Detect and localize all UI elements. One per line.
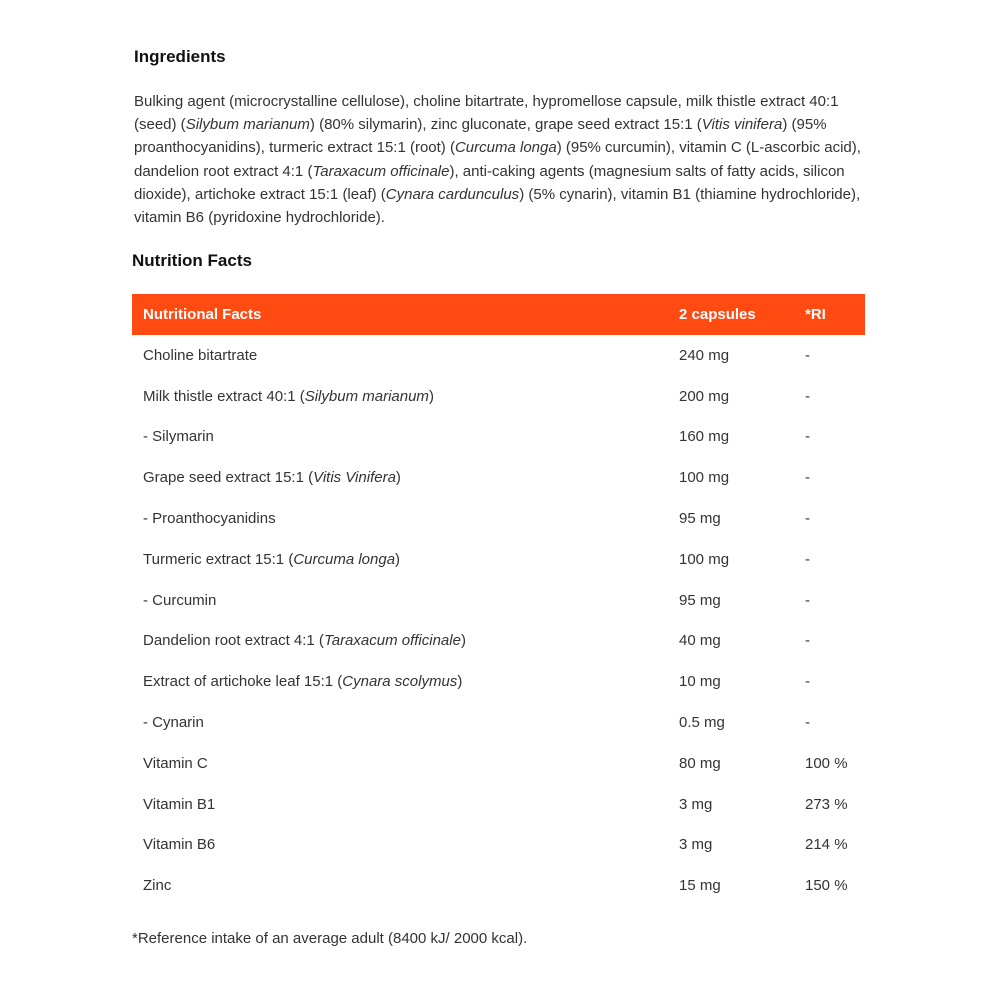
nutrient-name-cell: [132, 825, 668, 866]
table-header-row: [132, 294, 865, 335]
text-segment: Extract of artichoke leaf 15:1 (: [143, 673, 343, 691]
ri-cell: -: [805, 714, 810, 732]
text-segment: ): [395, 550, 401, 568]
nutrient-name-cell: [132, 580, 668, 621]
ri-cell: -: [805, 346, 810, 364]
latin-name-text: Curcuma longa: [454, 139, 557, 157]
text-segment: ): [460, 632, 466, 650]
ri-cell: -: [805, 428, 810, 446]
amount-cell: 3 mg: [679, 795, 713, 813]
ri-cell: -: [805, 632, 810, 650]
text-segment: Zinc: [143, 877, 172, 895]
table-row: [132, 621, 865, 662]
amount-cell: 80 mg: [679, 754, 721, 772]
column-header-nutritional-facts: Nutritional Facts: [132, 294, 668, 335]
text-segment: Turmeric extract 15:1 (: [143, 550, 294, 568]
table-row: [132, 417, 865, 458]
ri-cell: -: [805, 387, 810, 405]
nutrition-table-body: [132, 335, 865, 906]
text-segment: Dandelion root extract 4:1 (: [143, 632, 324, 650]
latin-name-text: Silybum marianum: [185, 116, 310, 134]
text-segment: Choline bitartrate: [143, 346, 258, 364]
text-segment: - Cynarin: [143, 714, 204, 732]
nutrient-name-cell: [132, 498, 668, 539]
table-row: [132, 376, 865, 417]
nutrient-name-cell: [132, 621, 668, 662]
nutrient-name-cell: [132, 539, 668, 580]
text-segment: - Proanthocyanidins: [143, 510, 276, 528]
table-row: [132, 743, 865, 784]
ri-cell: -: [805, 673, 810, 691]
amount-cell: 10 mg: [679, 673, 721, 691]
text-segment: Milk thistle extract 40:1 (: [143, 387, 305, 405]
text-segment: Vitamin B1: [143, 795, 216, 813]
ri-cell: 214 %: [805, 836, 848, 854]
ri-cell: 273 %: [805, 795, 848, 813]
latin-name-text: Silybum marianum: [304, 387, 429, 405]
amount-cell: 95 mg: [679, 510, 721, 528]
text-segment: ), anti-caking agents (magnesium salts of fatty acids, silicon dioxide), artichoke extract 15:1 (leaf) (: [134, 162, 845, 203]
text-segment: Grape seed extract 15:1 (: [143, 469, 314, 487]
latin-name-text: Curcuma longa: [293, 550, 396, 568]
latin-name-text: Cynara scolymus: [342, 673, 458, 691]
ingredients-heading: Ingredients: [134, 47, 226, 66]
reference-intake-footnote: *Reference intake of an average adult (8400 kJ/ 2000 kcal).: [132, 930, 528, 947]
amount-cell: 160 mg: [679, 428, 730, 446]
amount-cell: 100 mg: [679, 550, 730, 568]
text-segment: Bulking agent (microcrystalline cellulose), choline bitartrate, hypromellose capsule, milk thistle extract 40:1 (seed) (: [134, 93, 839, 134]
text-segment: ) (95% proanthocyanidins), turmeric extract 15:1 (root) (: [134, 116, 827, 157]
amount-cell: 240 mg: [679, 346, 730, 364]
amount-cell: 95 mg: [679, 591, 721, 609]
nutrient-name-cell: [132, 743, 668, 784]
text-segment: ): [428, 387, 434, 405]
latin-name-text: Vitis Vinifera: [313, 469, 396, 487]
nutrient-name-cell: [132, 376, 668, 417]
table-row: [132, 498, 865, 539]
text-segment: ): [395, 469, 401, 487]
nutrition-heading: Nutrition Facts: [132, 251, 252, 270]
ri-cell: -: [805, 550, 810, 568]
nutrient-name-cell: [132, 417, 668, 458]
text-segment: Vitamin B6: [143, 836, 216, 854]
table-row: [132, 865, 865, 906]
latin-name-text: Taraxacum officinale: [312, 162, 450, 180]
nutrient-name-cell: [132, 865, 668, 906]
latin-name-text: Vitis vinifera: [701, 116, 783, 134]
text-segment: ) (95% curcumin), vitamin C (L-ascorbic acid), dandelion root extract 4:1 (: [134, 139, 861, 180]
nutrition-table: [132, 294, 865, 906]
amount-cell: 15 mg: [679, 877, 721, 895]
text-segment: - Silymarin: [143, 428, 214, 446]
latin-name-text: Taraxacum officinale: [323, 632, 461, 650]
ingredients-text: [134, 90, 874, 229]
table-row: [132, 702, 865, 743]
text-segment: Vitamin C: [143, 754, 208, 772]
table-row: [132, 457, 865, 498]
ri-cell: 100 %: [805, 754, 848, 772]
column-header-amount: 2 capsules: [668, 294, 794, 335]
ri-cell: -: [805, 510, 810, 528]
nutrient-name-cell: [132, 702, 668, 743]
nutrient-name-cell: [132, 661, 668, 702]
amount-cell: 100 mg: [679, 469, 730, 487]
text-segment: - Curcumin: [143, 591, 217, 609]
amount-cell: 200 mg: [679, 387, 730, 405]
nutrient-name-cell: [132, 457, 668, 498]
ri-cell: -: [805, 591, 810, 609]
latin-name-text: Cynara cardunculus: [385, 185, 520, 203]
table-row: [132, 335, 865, 376]
table-row: [132, 784, 865, 825]
text-segment: ) (5% cynarin), vitamin B1 (thiamine hydrochloride), vitamin B6 (pyridoxine hydrochloride).: [134, 185, 861, 227]
ri-cell: 150 %: [805, 877, 848, 895]
table-row: [132, 661, 865, 702]
amount-cell: 40 mg: [679, 632, 721, 650]
amount-cell: 3 mg: [679, 836, 713, 854]
text-segment: ) (80% silymarin), zinc gluconate, grape seed extract 15:1 (: [309, 116, 702, 134]
table-row: [132, 539, 865, 580]
nutrient-name-cell: [132, 784, 668, 825]
table-row: [132, 825, 865, 866]
nutrient-name-cell: [132, 335, 668, 376]
column-header-ri: *RI: [794, 294, 865, 335]
ri-cell: -: [805, 469, 810, 487]
text-segment: ): [457, 673, 463, 691]
amount-cell: 0.5 mg: [679, 714, 725, 732]
table-row: [132, 580, 865, 621]
